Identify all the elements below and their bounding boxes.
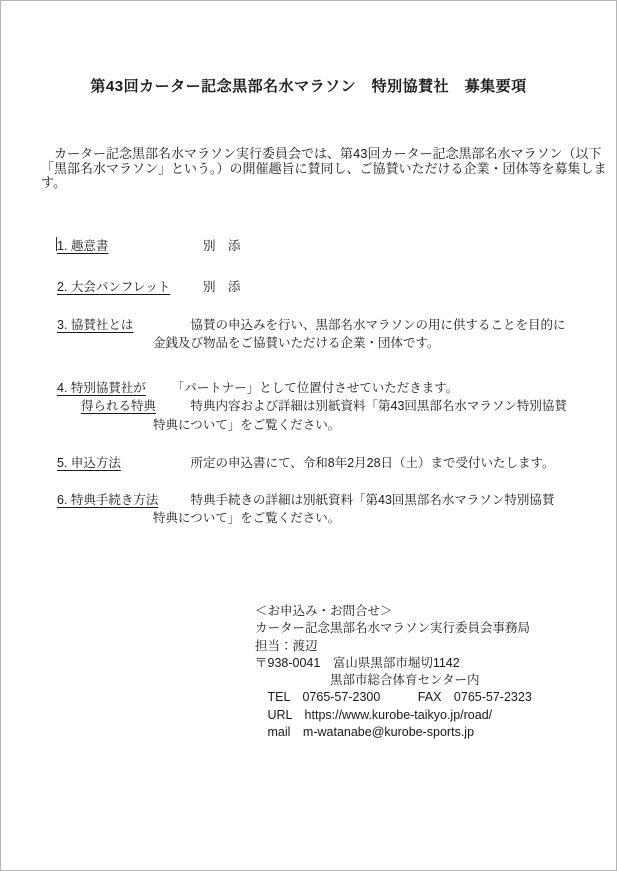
item-content-line: 特典について」をご覧ください。	[153, 511, 341, 526]
intro-line: 「黒部名水マラソン」という。）の開催趣旨に賛同し、ご協賛いただける企業・団体等を募集しま	[41, 160, 607, 176]
item-content-line: 特典手続きの詳細は別紙資料「第43回黒部名水マラソン特別協賛	[153, 493, 555, 507]
item-content	[153, 454, 593, 472]
item-content-line: 金銭及び物品をご協賛いただける企業・団体です。	[153, 336, 440, 351]
intro-line: す。	[41, 175, 66, 191]
contact-block	[255, 603, 532, 741]
contact-tel-fax: TEL 0765-57-2300 FAX 0765-57-2323	[255, 690, 532, 705]
item-content	[153, 278, 593, 296]
contact-heading: ＜お申込み・お問合せ＞	[255, 604, 393, 618]
contact-address-line: 〒938-0041 富山県黒部市堀切1142	[255, 655, 460, 670]
item-content	[153, 316, 593, 353]
item-label-line: 2. 大会パンフレット	[57, 280, 171, 294]
item-label-line: 6. 特典手続き方法	[57, 493, 159, 507]
item-label-line: 5. 申込方法	[57, 456, 121, 470]
contact-person: 担当：渡辺	[255, 638, 318, 653]
contact-mail: mail m-watanabe@kurobe-sports.jp	[255, 725, 475, 740]
item-content-line: 協賛の申込みを行い、黒部名水マラソンの用に供することを目的に	[153, 318, 566, 332]
intro-paragraph	[41, 146, 607, 191]
item-label	[57, 491, 158, 509]
item-label	[57, 316, 133, 334]
item-label-line: 3. 協賛社とは	[57, 318, 134, 332]
contact-url: URL https://www.kurobe-taikyo.jp/road/	[255, 707, 493, 722]
contact-address-line: 黒部市総合体育センター内	[255, 673, 480, 688]
item-content-line: 所定の申込書にて、令和8年2月28日（土）まで受付いたします。	[153, 456, 555, 470]
item-content-line: 特典について」をご覧ください。	[153, 417, 341, 432]
item-label-line: 得られる特典	[81, 399, 157, 414]
item-label	[57, 379, 156, 416]
intro-line: カーター記念黒部名水マラソン実行委員会では、第43回カーター記念黒部名水マラソン（以下	[41, 146, 602, 161]
item-label	[57, 454, 121, 472]
item-content-line: 「パートナー」として位置付させていただきます。	[153, 381, 459, 395]
item-content-line: 別 添	[153, 239, 241, 253]
item-content-line: 別 添	[153, 280, 241, 294]
item-label-line: 4. 特別協賛社が	[57, 381, 146, 395]
item-label	[57, 237, 108, 255]
item-content-line: 特典内容および詳細は別紙資料「第43回黒部名水マラソン特別協賛	[153, 399, 567, 414]
item-label-line: 1. 趣意書	[57, 239, 109, 253]
page-title: 第43回カーター記念黒部名水マラソン 特別協賛社 募集要項	[90, 78, 527, 95]
item-content	[153, 491, 593, 528]
item-content	[153, 379, 593, 434]
contact-organization: カーター記念黒部名水マラソン実行委員会事務局	[255, 621, 531, 636]
item-content	[153, 237, 593, 255]
